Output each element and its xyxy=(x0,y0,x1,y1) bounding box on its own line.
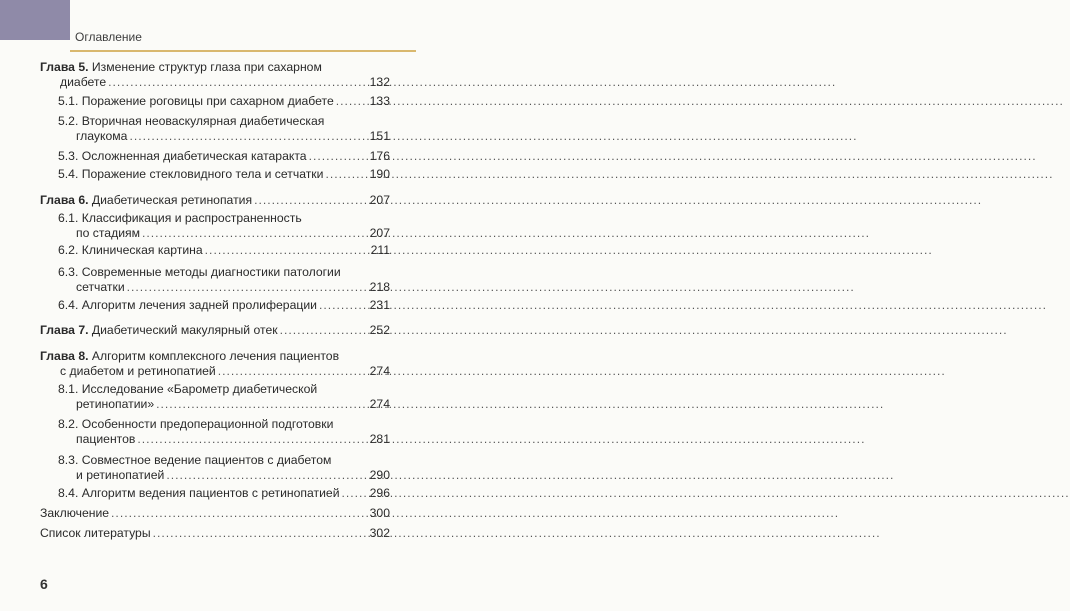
toc-entry-title: Клиническая картина xyxy=(81,243,203,257)
toc-entry-label: 5.2. xyxy=(58,114,79,128)
toc-entry-page: 274 xyxy=(369,364,390,378)
dot-leader xyxy=(156,397,368,412)
toc-entry-page: 290 xyxy=(369,468,390,482)
toc-entry-label: 6.2. xyxy=(58,243,79,257)
toc-entry-title: Современные методы диагностики патологии xyxy=(81,265,341,279)
toc-entry-page: 151 xyxy=(369,129,390,143)
toc-entry-label: 5.3. xyxy=(58,149,79,163)
toc-entry[interactable] xyxy=(58,94,390,109)
toc-entry[interactable] xyxy=(40,506,390,521)
toc-entry-title: Поражение роговицы при сахарном диабете xyxy=(81,94,334,108)
toc-entry[interactable] xyxy=(40,349,390,379)
toc-entry-label: Глава 8. xyxy=(40,349,89,363)
dot-leader xyxy=(129,129,367,144)
toc-entry-title-continued: диабете xyxy=(60,75,107,89)
toc-entry-label: Глава 6. xyxy=(40,193,89,207)
toc-entry-label: 8.4. xyxy=(58,486,79,500)
toc-entry-label: Глава 7. xyxy=(40,323,89,337)
toc-entry[interactable] xyxy=(58,298,390,313)
toc-entry-page: 132 xyxy=(369,75,390,89)
toc-entry-label: 6.3. xyxy=(58,265,79,279)
running-header: Оглавление xyxy=(75,30,142,44)
toc-entry[interactable] xyxy=(58,243,390,258)
toc-entry-label: 8.3. xyxy=(58,453,79,467)
toc-entry-label: 8.2. xyxy=(58,417,79,431)
toc-entry[interactable] xyxy=(58,149,390,164)
toc-entry-title: Классификация и распространенность xyxy=(81,211,302,225)
toc-entry-label: Глава 5. xyxy=(40,60,89,74)
toc-entry-title: Особенности предоперационной подготовки xyxy=(81,417,334,431)
toc-entry-title-continued: и ретинопатией xyxy=(76,468,165,482)
toc-entry-page: 207 xyxy=(369,193,390,207)
toc-entry[interactable] xyxy=(58,211,390,241)
toc-entry-label: 6.4. xyxy=(58,298,79,312)
dot-leader xyxy=(153,526,368,541)
toc-entry-title: Исследование «Барометр диабетической xyxy=(81,382,318,396)
toc-entry-page: 302 xyxy=(369,526,390,540)
toc-entry[interactable] xyxy=(58,486,390,501)
toc-entry-title: Диабетический макулярный отек xyxy=(91,323,278,337)
toc-entry-title: Заключение xyxy=(40,506,110,520)
dot-leader xyxy=(254,193,368,208)
header-rule xyxy=(70,50,416,52)
dot-leader xyxy=(309,149,368,164)
toc-entry[interactable] xyxy=(58,167,390,182)
toc-entry-page: 133 xyxy=(369,94,390,108)
toc-entry[interactable] xyxy=(58,382,390,412)
toc-entry-title: Алгоритм комплексного лечения пациентов xyxy=(91,349,340,363)
dot-leader xyxy=(336,94,368,109)
toc-entry[interactable] xyxy=(40,60,390,90)
toc-entry-page: 296 xyxy=(369,486,390,500)
dot-leader xyxy=(137,432,367,447)
toc-entry-page: 252 xyxy=(369,323,390,337)
toc-entry-title: Вторичная неоваскулярная диабетическая xyxy=(81,114,325,128)
toc-entry-page: 281 xyxy=(369,432,390,446)
toc-entry-page: 300 xyxy=(369,506,390,520)
toc-entry-title: Список литературы xyxy=(40,526,151,540)
toc-entry-page: 218 xyxy=(369,280,390,294)
toc-entry-title-continued: сетчатки xyxy=(76,280,125,294)
toc-entry-label: 6.1. xyxy=(58,211,79,225)
toc-entry[interactable] xyxy=(58,453,390,483)
page-number: 6 xyxy=(40,576,48,592)
toc-entry-title-continued: ретинопатии» xyxy=(76,397,155,411)
toc-entry-page: 176 xyxy=(369,149,390,163)
toc-entry[interactable] xyxy=(40,323,390,338)
toc-entry-title: Диабетическая ретинопатия xyxy=(91,193,253,207)
toc-entry[interactable] xyxy=(58,417,390,447)
toc-entry-label: 5.4. xyxy=(58,167,79,181)
toc-entry-title-continued: глаукома xyxy=(76,129,128,143)
toc-entry-title: Совместное ведение пациентов с диабетом xyxy=(81,453,332,467)
dot-leader xyxy=(325,167,367,182)
dot-leader xyxy=(319,298,368,313)
toc-entry[interactable] xyxy=(58,265,390,295)
toc-entry-title-continued: с диабетом и ретинопатией xyxy=(60,364,216,378)
toc-entry-title: Поражение стекловидного тела и сетчатки xyxy=(81,167,324,181)
dot-leader xyxy=(142,226,368,241)
toc-entry[interactable] xyxy=(40,526,390,541)
dot-leader xyxy=(205,243,369,258)
toc-entry-title: Изменение структур глаза при сахарном xyxy=(91,60,322,74)
toc-entry[interactable] xyxy=(40,193,390,208)
toc-entry-title-continued: по стадиям xyxy=(76,226,140,240)
dot-leader xyxy=(342,486,368,501)
toc-entry[interactable] xyxy=(58,114,390,144)
toc-entry-title: Алгоритм лечения задней пролиферации xyxy=(81,298,317,312)
dot-leader xyxy=(111,506,368,521)
toc-entry-page: 207 xyxy=(369,226,390,240)
dot-leader xyxy=(218,364,368,379)
toc-entry-page: 190 xyxy=(369,167,390,181)
dot-leader xyxy=(108,75,368,90)
header-color-band xyxy=(0,0,70,40)
toc-entry-title: Алгоритм ведения пациентов с ретинопатией xyxy=(81,486,340,500)
toc-entry-page: 231 xyxy=(369,298,390,312)
toc-entry-label: 8.1. xyxy=(58,382,79,396)
toc-entry-title: Осложненная диабетическая катаракта xyxy=(81,149,307,163)
dot-leader xyxy=(166,468,367,483)
toc-entry-label: 5.1. xyxy=(58,94,79,108)
toc-entry-title-continued: пациентов xyxy=(76,432,136,446)
dot-leader xyxy=(127,280,368,295)
dot-leader xyxy=(280,323,368,338)
toc-entry-page: 211 xyxy=(370,243,390,257)
toc-entry-page: 274 xyxy=(369,397,390,411)
